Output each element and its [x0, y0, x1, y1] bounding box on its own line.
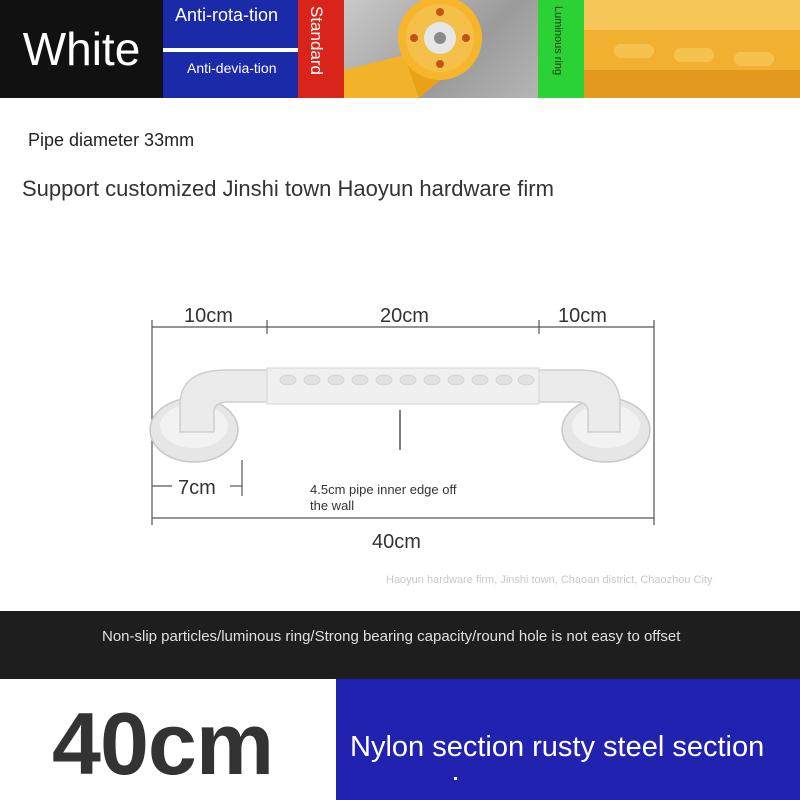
size-label: 40cm: [52, 694, 274, 793]
offset-note-line-2: the wall: [310, 498, 355, 513]
panel-divider: [163, 48, 298, 52]
pipe-diameter-text: Pipe diameter 33mm: [28, 130, 195, 150]
grab-bar-diagram: [148, 300, 658, 560]
standard-panel: [298, 0, 344, 98]
support-text: Support customized Jinshi town Haoyun hardware firm: [22, 176, 554, 201]
features-text: Non-slip particles/luminous ring/Strong bearing capacity/round hole is not easy to offset: [102, 628, 681, 645]
features-band: [0, 611, 800, 679]
grip-texture-photo: [584, 0, 800, 98]
right-length-label: 10cm: [558, 305, 607, 327]
middle-length-label: 20cm: [380, 305, 429, 327]
grip-texture-image: [584, 0, 800, 98]
decorative-dot: [454, 777, 457, 780]
watermark-text: Haoyun hardware firm, Jinshi town, Chaoan district, Chaozhou City: [386, 574, 713, 586]
standard-text: Standard: [307, 6, 326, 75]
base-width-label: 7cm: [178, 477, 216, 499]
anti-deviation-text: Anti-devia-tion: [187, 60, 277, 76]
luminous-ring-panel: [538, 0, 584, 98]
color-label-text: White: [22, 23, 141, 75]
color-label: [0, 0, 163, 98]
left-length-label: 10cm: [184, 305, 233, 327]
material-label: Nylon section rusty steel section: [350, 731, 765, 763]
offset-note-line-1: 4.5cm pipe inner edge off: [310, 482, 457, 497]
anti-rotation-panel: [163, 0, 298, 98]
total-length-label: 40cm: [372, 531, 421, 553]
luminous-ring-text: Luminous ring: [552, 6, 564, 76]
size-panel: [0, 679, 336, 800]
material-panel: [336, 679, 800, 800]
mounting-plate-photo: [344, 0, 538, 98]
mounting-plate-image: [344, 0, 538, 98]
top-banner: [0, 0, 800, 98]
anti-rotation-text: Anti-rota-tion: [175, 5, 279, 25]
